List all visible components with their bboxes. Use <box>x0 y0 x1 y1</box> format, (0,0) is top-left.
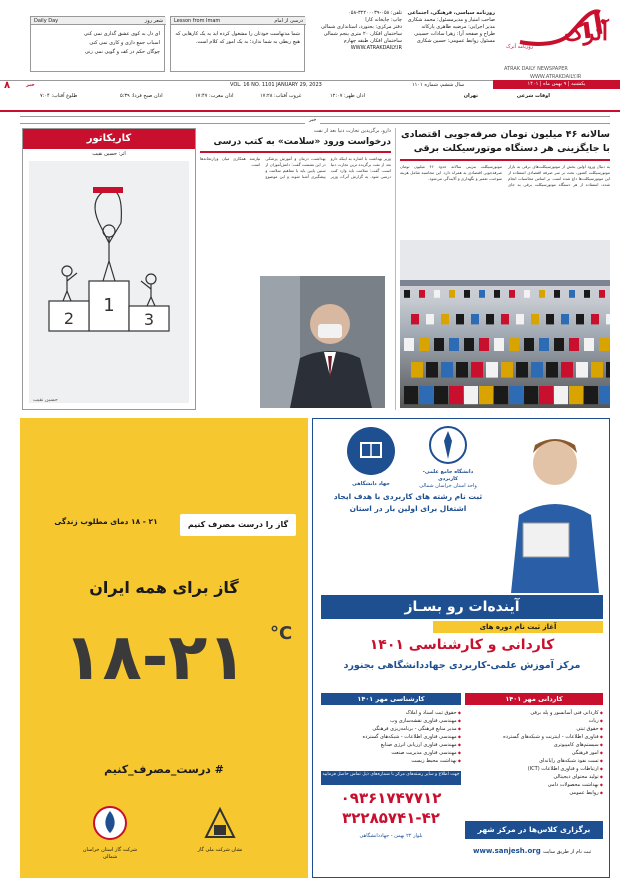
caricature-drawing <box>29 161 189 403</box>
caricature-signature: حسین نقیب <box>33 397 58 403</box>
student-figure-icon <box>493 423 605 593</box>
logo-subtitle: روزنامه آترک <box>506 44 534 50</box>
poem-line: ای دل به کوی عشق گذاری نمی کنی <box>83 31 160 37</box>
motorcycle-shape <box>546 362 558 378</box>
list-item: ◆ مهندسی فناوری اطلاعات - شبکه‌های گسترده <box>321 733 461 741</box>
motorcycle-shape <box>434 386 448 404</box>
motorcycle-shape <box>471 314 479 324</box>
gas-org-left: شرکت گاز استان خراسان شمالی <box>82 847 138 860</box>
gas-org-right: نشان شرکت ملی گاز <box>197 847 243 853</box>
motorcycle-shape <box>509 290 515 298</box>
motorcycle-shape <box>419 290 425 298</box>
motorcycle-shape <box>456 314 464 324</box>
motorcycle-shape <box>479 338 489 351</box>
gas-hashtag: # درست_مصرف_کنیم <box>104 763 224 776</box>
motorcycle-shape <box>584 386 598 404</box>
motorcycle-shape <box>599 290 605 298</box>
motorcycle-shape <box>404 290 410 298</box>
list-item: ◆ تولید محتوای دیجیتالی <box>465 773 603 781</box>
motorcycle-shape <box>486 362 498 378</box>
jahad-badge-label: جهاد دانشگاهی <box>352 481 390 487</box>
article-body: به دنبال ورود اولین بخش از موتورسیکلت‌های برقی به بازار موتورسیکلت کشور، بحث بر سر صرفه اقتصادی استفاده از این موتورسیکلت‌ها داغ شده است. بر اساس محاسبات انجام شده، استفاده از هر دستگاه موتورسیکلت برقی به جای موتورسیکلت بنزینی سالانه حدود ۴۶ میلیون تومان صرفه‌جویی اقتصادی به همراه دارد. این محاسبه شامل هزینه سوخت، تعمیر و نگهداری و آلایندگی می‌شود. <box>400 164 610 187</box>
date-fa: یکشنبه | ۹ بهمن ماه | ۱۴۰۱ <box>493 80 620 89</box>
list-item: ◆ مهندسی فناوری مدیریت صنعت <box>321 749 461 757</box>
motorcycle-shape <box>411 314 419 324</box>
list-item: ◆ روابط عمومی <box>465 789 603 797</box>
motorcycle-shape <box>501 362 513 378</box>
motorcycle-shape <box>576 314 584 324</box>
list-item: ◆ مدیر منابع فرهنگی - برنامه‌ریزی فرهنگی <box>321 725 461 733</box>
motorcycle-shape <box>591 362 603 378</box>
list-item: ◆ ربات <box>465 717 603 725</box>
list-item: ◆ فناوری اطلاعات - اینترنت و شبکه‌های گسترده <box>465 733 603 741</box>
ad-center-name: مرکز آموزش علمی-کاربردی جهاددانشگاهی بجنورد <box>343 660 581 671</box>
motorcycle-shape <box>524 290 530 298</box>
list-item: ◆ بهداشت محصولات دامی <box>465 781 603 789</box>
left-list-title: کارشناسی مهر ۱۴۰۱ <box>321 693 461 705</box>
contact-note: جهت اطلاع و سایر رشته‌های مرکز با شماره‌های ذیل تماس حاصل فرمایید <box>321 771 461 785</box>
motorcycle-shape <box>599 386 610 404</box>
article-body: وزیر بهداشت با اشاره به اینکه دارو بعد از نفت برگزیده ترین تجارت دنیا است، گفت: سلامت باید وارد کتب درسی شود. به گزارش آترک، وزیر بهداشت، درمان و آموزش پزشکی در این نشست گفت: دانش‌آموزان از سنین پایین باید با مفاهیم سلامت و پیشگیری آشنا شوند و این موضوع نیازمند همکاری میان وزارتخانه‌ها است. <box>200 156 391 179</box>
national-gas-logo-icon <box>200 803 240 843</box>
jahad-logo-icon <box>345 425 397 477</box>
motorcycle-shape <box>434 338 444 351</box>
poem-line: اسباب جمع داری و کاری نمی کنی <box>89 40 160 46</box>
motorcycle-shape <box>584 290 590 298</box>
motorcycle-shape <box>456 362 468 378</box>
list-item: ◆ تست نفوذ شبکه‌های رایانه‌ای <box>465 757 603 765</box>
motorcycle-shape <box>494 290 500 298</box>
motorcycle-shape <box>569 290 575 298</box>
logo-text: آترک <box>563 20 608 46</box>
article-health-curriculum <box>200 128 396 410</box>
list-item: ◆ مهندسی فناوری ارزیابی انرژی صنایع <box>321 741 461 749</box>
list-item: ◆ امور فرهنگی <box>465 749 603 757</box>
svg-text:3: 3 <box>143 310 155 329</box>
motorcycle-shape <box>464 338 474 351</box>
article-headline: درخواست ورود «سلامت» به کتب درسی <box>213 137 391 147</box>
bachelor-course-list <box>321 709 461 765</box>
gas-temp-note: ۲۱ - ۱۸ دمای مطلوب زندگی <box>54 517 158 526</box>
imam-lesson-box <box>170 16 305 72</box>
motorcycle-shape <box>524 386 538 404</box>
motorcycle-shape <box>524 338 534 351</box>
gas-logo-left <box>80 803 140 861</box>
gas-company-logo-icon <box>90 803 130 843</box>
contact-block: تلفن: ۰۵۸-۳۲۲۰۰۰۳۹-۰۵۸ چاپ: چاپخانه کارا دفتر مرکزی: بجنورد، استانداری شمالی ساختمان افکار، ۲۰ متری پنجم شمالی ساختمان افکار، طبقه چهارم WWW.ATRAKDAILY.IR <box>320 10 402 51</box>
daily-box-fa: شعر روز <box>144 18 163 24</box>
university-logo-icon <box>428 425 468 465</box>
list-item: ◆ بهداشت محیط زیست <box>321 757 461 765</box>
motorcycle-shape <box>606 314 610 324</box>
svg-text:2: 2 <box>63 309 75 328</box>
ad-banner: آینده‌ات رو بسـاز <box>321 595 603 619</box>
issue-fa: سال ششم، شماره ۱۱۰۱ <box>412 82 465 88</box>
lesson-fa: درسی از امام <box>274 18 303 24</box>
jahad-badge <box>339 425 403 488</box>
uni-sub: واحد استان خراسان شمالی <box>419 483 477 489</box>
motorcycles-photo <box>400 240 610 408</box>
ad-intro: ثبت نام رشته های کاربردی با هدف ایجاد اشتغال برای اولین بار در استان <box>333 492 483 513</box>
gas-slogan-top: گاز را درست مصرف کنیم <box>180 514 296 536</box>
motorcycle-rows-icon <box>400 240 610 408</box>
header-website: WWW.ATRAKDAILY.IR <box>530 74 582 80</box>
motorcycle-shape <box>539 386 553 404</box>
prayer-times-bar: اوقات شرعی تهران اذان ظهر: ۱۲:۰۷ غروب آفتاب: ۱۷:۲۸ اذان مغرب: ۱۷:۴۷ اذان صبح فردا: ۵:۳۹ طلوع آفتاب: ۷:۰۴ <box>40 93 550 99</box>
motorcycle-shape <box>404 338 414 351</box>
podium-cartoon-icon <box>29 161 189 403</box>
motorcycle-shape <box>516 362 528 378</box>
masthead <box>0 0 620 112</box>
motorcycle-shape <box>561 362 573 378</box>
list-item: ◆ سیستم‌های کامپیوتری <box>465 741 603 749</box>
ad-course-title: کاردانی و کارشناسی ۱۴۰۱ <box>369 637 555 653</box>
associate-course-list <box>465 709 603 797</box>
english-name: ATRAK DAILY NEWSPAPER <box>504 66 568 72</box>
motorcycle-shape <box>531 362 543 378</box>
motorcycle-shape <box>554 386 568 404</box>
motorcycle-shape <box>501 314 509 324</box>
poem-line: چوگان حکم در کف و گویی نمی زنی <box>84 49 160 55</box>
motorcycle-shape <box>494 386 508 404</box>
motorcycle-shape <box>471 362 483 378</box>
date-en: VOL. 16 NO. 1101 JANUARY 29, 2023 <box>230 82 322 88</box>
motorcycle-shape <box>479 290 485 298</box>
caricature-author: اثر: حسین نقیب <box>92 151 126 157</box>
motorcycle-shape <box>419 386 433 404</box>
motorcycle-shape <box>449 290 455 298</box>
motorcycle-shape <box>426 362 438 378</box>
person-photo-icon <box>260 276 385 408</box>
motorcycle-shape <box>441 362 453 378</box>
imam-quote: شما مدتهاست خودتان را مشغول کرده اید به یک کارهایی که هیچ ربطی به شما ندارد؛ به یک امور که کلام است. <box>175 31 300 45</box>
caricature-box <box>22 128 196 410</box>
motorcycle-shape <box>434 290 440 298</box>
list-item: ◆ حقوق ثبتی <box>465 725 603 733</box>
motorcycle-shape <box>569 386 583 404</box>
right-list-title: کاردانی مهر ۱۴۰۱ <box>465 693 603 705</box>
motorcycle-shape <box>404 386 418 404</box>
motorcycle-shape <box>606 362 610 378</box>
student-photo <box>493 423 605 593</box>
ad-website-link[interactable]: www.sanjesh.org <box>473 847 541 855</box>
list-item: ◆ کاردانی فنی آسانسور و پله برقی <box>465 709 603 717</box>
gas-logo-right <box>190 803 250 854</box>
motorcycle-shape <box>509 338 519 351</box>
gas-degree: °C <box>270 623 293 644</box>
gas-ad <box>20 418 308 878</box>
motorcycle-shape <box>449 338 459 351</box>
gas-headline: گاز برای همه ایران <box>89 578 239 597</box>
minister-photo <box>260 276 385 408</box>
uni-logo <box>413 425 483 490</box>
reg-note: ثبت نام از طریق سایت <box>543 849 592 855</box>
list-item: ◆ حقوق ثبت اسناد و املاک <box>321 709 461 717</box>
phone-primary[interactable]: ۰۹۳۶۱۷۴۷۷۱۲ <box>340 789 442 807</box>
motorcycle-shape <box>554 338 564 351</box>
newspaper-logo <box>500 4 612 66</box>
caricature-title: کاریکاتور <box>23 129 195 149</box>
bottom-banner: برگزاری کلاس‌ها در مرکز شهر <box>465 821 603 839</box>
motorcycle-shape <box>584 338 594 351</box>
page-label: خبر <box>26 82 35 88</box>
motorcycle-shape <box>486 314 494 324</box>
ad-start: آغاز ثبت نام دوره های <box>433 621 603 633</box>
lesson-en: Lesson from Imam <box>174 18 221 24</box>
motorcycle-shape <box>569 338 579 351</box>
motorcycle-shape <box>516 314 524 324</box>
phone-secondary[interactable]: ۳۲۲۸۵۷۴۱-۴۲ <box>342 809 440 827</box>
motorcycle-shape <box>539 290 545 298</box>
section-strip: خبر <box>20 116 610 124</box>
uni-name: دانشگاه جامع علمی-کاربردی <box>422 469 474 482</box>
list-item: ◆ ارتباطات و فناوری اطلاعات (ICT) <box>465 765 603 773</box>
motorcycle-shape <box>531 314 539 324</box>
gas-big-number: ۱۸-۲۱ <box>63 621 247 695</box>
article-headline: سالانه ۴۶ میلیون تومان صرفه‌جویی اقتصادی با جایگزینی هر دستگاه موتورسیکلت برقی <box>400 129 610 154</box>
list-item: ◆ مهندسی فناوری نقشه‌سازی وب <box>321 717 461 725</box>
motorcycle-shape <box>419 338 429 351</box>
motorcycle-shape <box>464 290 470 298</box>
jahad-university-ad <box>312 418 610 878</box>
motorcycle-shape <box>546 314 554 324</box>
motorcycle-shape <box>509 386 523 404</box>
motorcycle-shape <box>449 386 463 404</box>
motorcycle-shape <box>591 314 599 324</box>
motorcycle-shape <box>441 314 449 324</box>
daily-poem-box <box>30 16 165 72</box>
motorcycle-shape <box>479 386 493 404</box>
publisher-block: روزنامه سیاسی، فرهنگی، اجتماعی صاحب امتیاز و مدیرمسئول: محمد شکاری مدیر اجرایی: مرضیه طاهری پارکانه طراح و صفحه آرا: زهرا سادات حسینی مسئول روابط عمومی: حسین شکاری <box>407 10 495 44</box>
motorcycle-shape <box>494 338 504 351</box>
svg-text:1: 1 <box>103 295 115 316</box>
motorcycle-shape <box>561 314 569 324</box>
daily-box-en: Daily Day <box>34 18 59 24</box>
ad-address: بلوار ۲۲ بهمن - جهاددانشگاهی <box>359 833 423 839</box>
article-kicker: دارو، برگزیدین تجارت دنیا بعد از نفت <box>313 128 391 134</box>
motorcycle-shape <box>599 338 609 351</box>
page-number: ۸ <box>4 80 11 91</box>
motorcycle-shape <box>411 362 423 378</box>
motorcycle-shape <box>554 290 560 298</box>
article-electric-motorcycle <box>400 128 610 410</box>
motorcycle-shape <box>576 362 588 378</box>
motorcycle-shape <box>426 314 434 324</box>
motorcycle-shape <box>464 386 478 404</box>
motorcycle-shape <box>539 338 549 351</box>
